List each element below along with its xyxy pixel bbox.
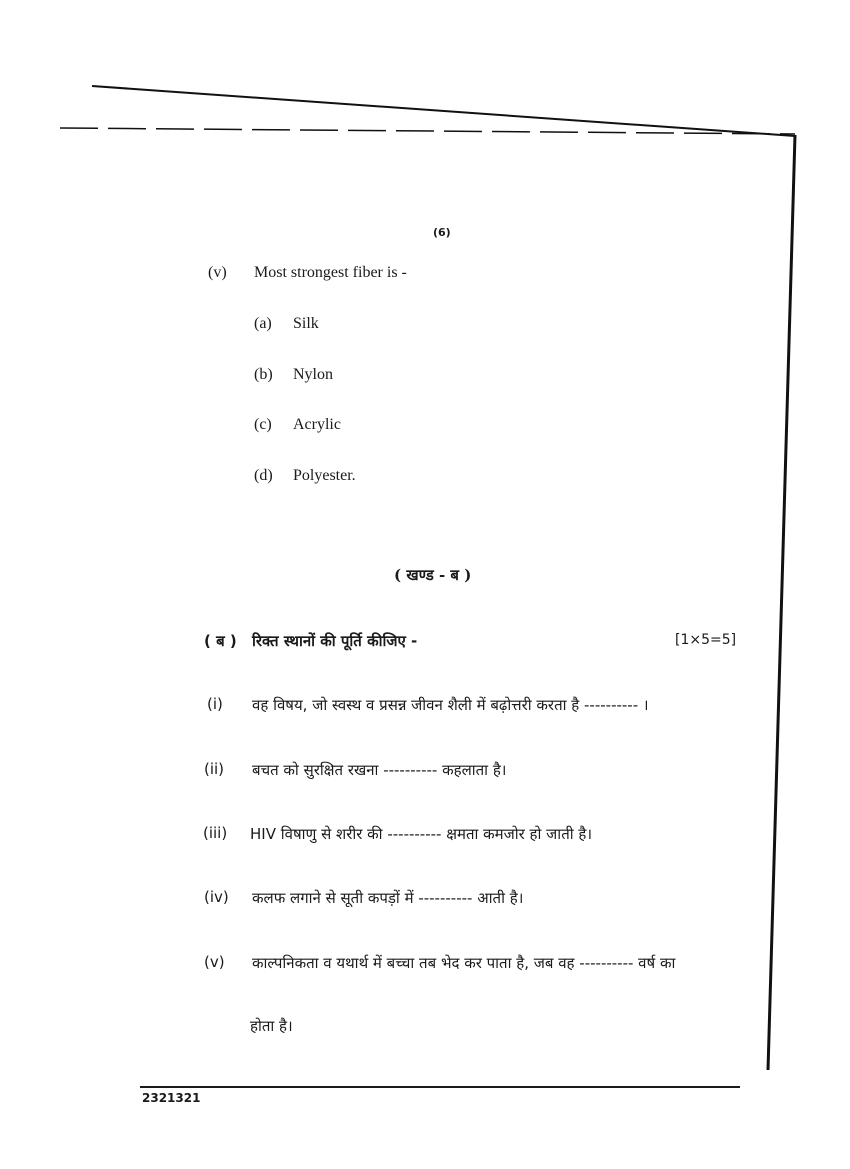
- option-text: Polyester.: [293, 467, 356, 484]
- blank-number: (v): [204, 953, 225, 971]
- blank-number: (i): [207, 695, 223, 713]
- blank-question: कलफ लगाने से सूती कपड़ों में ---------- आती है।: [252, 889, 524, 907]
- option-label: (c): [254, 416, 272, 433]
- subheading-text: रिक्त स्थानों की पूर्ति कीजिए -: [252, 632, 418, 650]
- mcq-number: (v): [208, 264, 227, 281]
- option-label: (d): [254, 467, 273, 484]
- blank-number: (iv): [204, 888, 229, 906]
- subheading-label: ( ब ): [204, 632, 237, 650]
- option-text: Acrylic: [293, 416, 341, 433]
- blank-number: (ii): [204, 760, 225, 778]
- blank-question: काल्पनिकता व यथार्थ में बच्चा तब भेद कर पाता है, जब वह ---------- वर्ष का: [252, 954, 676, 972]
- option-text: Nylon: [293, 366, 333, 383]
- option-label: (b): [254, 366, 273, 383]
- blank-question-continuation: होता है।: [250, 1017, 293, 1035]
- blank-question: वह विषय, जो स्वस्थ व प्रसन्न जीवन शैली में बढ़ोत्तरी करता है ---------- ।: [252, 696, 649, 714]
- section-title: ( खण्ड - ब ): [394, 566, 472, 584]
- paper-code: 2321321: [142, 1091, 201, 1105]
- footer-divider: [140, 1086, 740, 1088]
- option-text: Silk: [293, 315, 319, 332]
- marks-allocation: [1×5=5]: [675, 632, 737, 648]
- option-label: (a): [254, 315, 272, 332]
- blank-number: (iii): [203, 824, 228, 842]
- blank-question: बचत को सुरक्षित रखना ---------- कहलाता है।: [252, 761, 507, 779]
- mcq-question: Most strongest fiber is -: [254, 264, 407, 281]
- blank-question: HIV विषाणु से शरीर की ---------- क्षमता कमजोर हो जाती है।: [250, 825, 593, 843]
- page-number: (6): [433, 226, 451, 239]
